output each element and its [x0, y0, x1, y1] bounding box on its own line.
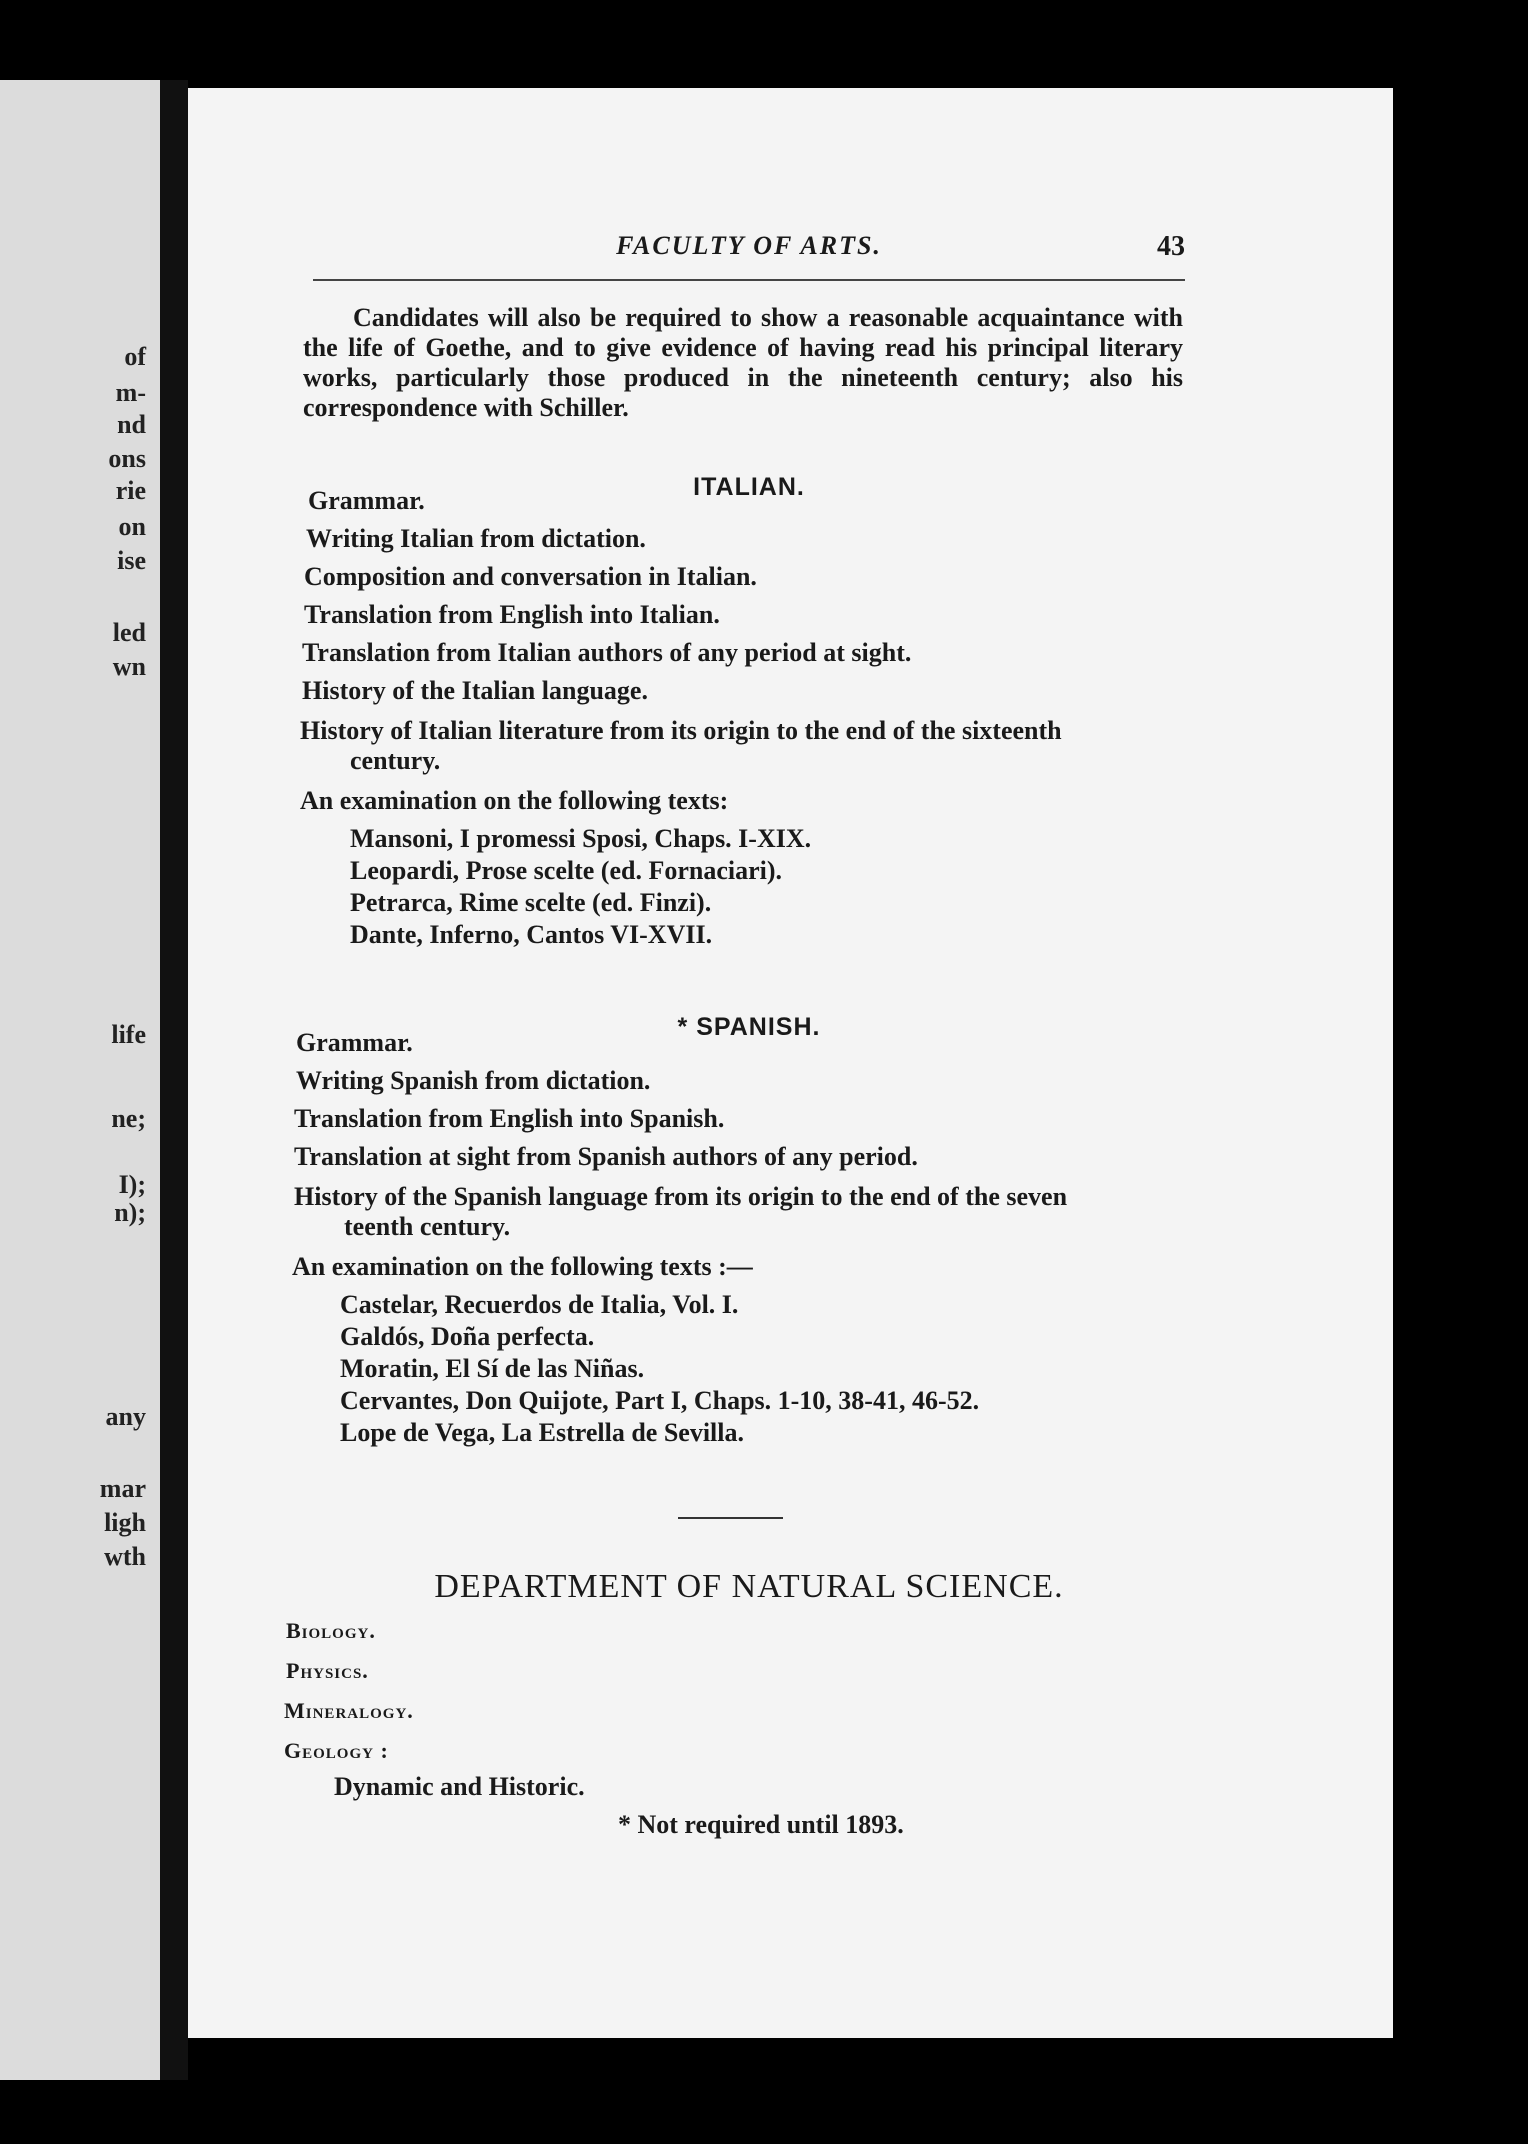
margin-fragment: n);: [114, 1198, 146, 1227]
margin-fragment: mar: [99, 1474, 146, 1503]
spanish-text: Galdós, Doña perfecta.: [340, 1322, 595, 1351]
footnote: * Not required until 1893.: [618, 1810, 904, 1839]
italian-text: Mansoni, I promessi Sposi, Chaps. I-XIX.: [350, 824, 812, 853]
subject-mineralogy: Mineralogy.: [284, 1698, 414, 1723]
facing-page: [0, 80, 160, 2080]
spanish-exam-intro: An examination on the following texts :—: [292, 1252, 753, 1281]
subject-physics: Physics.: [286, 1658, 369, 1683]
page-number: 43: [1157, 231, 1185, 262]
margin-fragment: on: [118, 512, 146, 541]
margin-fragment: I);: [118, 1170, 146, 1199]
section-divider: [678, 1517, 783, 1519]
intro-paragraph: Candidates will also be required to show a reasonable acquaintance with the life of Goethe, and to give evidence of having read his principal literary works, particularly those produced in the nineteenth century; also his correspondence with Schiller.: [303, 303, 1183, 422]
book-gutter: [160, 80, 188, 2080]
italian-text: Leopardi, Prose scelte (ed. Fornaciari).: [350, 856, 783, 885]
margin-fragment: m-: [115, 378, 146, 407]
margin-fragment: ligh: [104, 1508, 146, 1537]
subject-biology: Biology.: [286, 1618, 376, 1643]
spanish-heading: * SPANISH.: [677, 1013, 821, 1041]
spanish-history-language-line2: teenth century.: [344, 1212, 511, 1241]
italian-item: History of the Italian language.: [302, 676, 648, 705]
margin-fragment: nd: [117, 410, 146, 439]
italian-exam-intro: An examination on the following texts:: [300, 786, 729, 815]
margin-fragment: ne;: [111, 1104, 146, 1133]
spanish-text: Lope de Vega, La Estrella de Sevilla.: [340, 1418, 744, 1447]
margin-fragment: ise: [117, 546, 146, 575]
margin-fragment: any: [105, 1402, 146, 1431]
spanish-text: Moratin, El Sí de las Niñas.: [340, 1354, 645, 1383]
spanish-text: Cervantes, Don Quijote, Part I, Chaps. 1-10, 38-41, 46-52.: [340, 1386, 980, 1415]
italian-item: Writing Italian from dictation.: [306, 524, 646, 553]
spanish-text: Castelar, Recuerdos de Italia, Vol. I.: [340, 1290, 739, 1319]
margin-fragment: life: [111, 1020, 146, 1049]
running-header: [313, 231, 1185, 281]
subject-geology: Geology :: [284, 1738, 389, 1763]
margin-fragment: wth: [104, 1542, 146, 1571]
italian-history-literature-line1: History of Italian literature from its origin to the end of the sixteenth: [300, 716, 1062, 745]
spanish-item: Writing Spanish from dictation.: [296, 1066, 651, 1095]
margin-fragment: rie: [115, 476, 146, 505]
italian-item: Translation from English into Italian.: [304, 600, 720, 629]
italian-item: Translation from Italian authors of any period at sight.: [302, 638, 912, 667]
running-title: FACULTY OF ARTS.: [616, 231, 882, 260]
book-page: [188, 88, 1393, 2038]
italian-heading: ITALIAN.: [693, 473, 805, 501]
margin-fragment: led: [112, 618, 146, 647]
margin-fragment: wn: [112, 652, 146, 681]
spanish-item: Translation at sight from Spanish authors of any period.: [294, 1142, 918, 1171]
italian-history-literature-line2: century.: [350, 746, 441, 775]
italian-item: Composition and conversation in Italian.: [304, 562, 757, 591]
italian-text: Petrarca, Rime scelte (ed. Finzi).: [350, 888, 712, 917]
spanish-history-language-line1: History of the Spanish language from its origin to the end of the seven: [294, 1182, 1068, 1211]
spanish-item: Grammar.: [296, 1028, 413, 1057]
spanish-item: Translation from English into Spanish.: [294, 1104, 725, 1133]
italian-item: Grammar.: [308, 486, 425, 515]
italian-text: Dante, Inferno, Cantos VI-XVII.: [350, 920, 713, 949]
geology-detail: Dynamic and Historic.: [334, 1772, 585, 1801]
margin-fragment: ons: [108, 444, 146, 473]
natural-science-heading: DEPARTMENT OF NATURAL SCIENCE.: [434, 1568, 1064, 1605]
margin-fragment: of: [124, 342, 146, 371]
